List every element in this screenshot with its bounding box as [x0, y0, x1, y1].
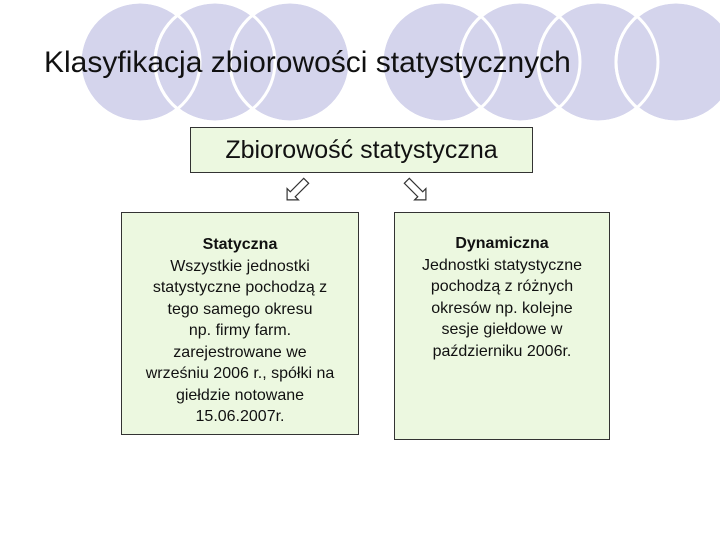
static-line: tego samego okresu — [167, 300, 313, 318]
static-line: zarejestrowane we — [173, 343, 307, 361]
static-line: giełdzie notowane — [175, 386, 305, 404]
slide-title: Klasyfikacja zbiorowości statystycznych — [44, 46, 571, 79]
static-line: statystyczne pochodzą z — [152, 279, 328, 296]
dynamic-collection-box — [394, 212, 610, 440]
static-line: 15.06.2007r. — [195, 408, 285, 425]
dynamic-line: sesje giełdowe w — [441, 321, 563, 338]
dynamic-line: Jednostki statystyczne — [421, 256, 583, 274]
dynamic-line: pochodzą z różnych — [430, 278, 574, 295]
static-line: np. firmy farm. — [188, 322, 292, 339]
dynamic-line: październiku 2006r. — [432, 342, 572, 360]
arrow-down-left-icon — [281, 175, 311, 205]
static-line: wrześniu 2006 r., spółki na — [145, 365, 335, 382]
static-collection-box — [121, 212, 359, 435]
static-line: Wszystkie jednostki — [170, 257, 310, 275]
branch-arrows — [270, 175, 440, 205]
static-heading: Statyczna — [202, 236, 278, 253]
root-node-label: Zbiorowość statystyczna — [225, 135, 498, 164]
arrow-down-right-icon — [401, 175, 431, 205]
root-node-box — [190, 127, 533, 173]
dynamic-heading: Dynamiczna — [455, 235, 549, 252]
dynamic-line: okresów np. kolejne — [431, 299, 573, 317]
